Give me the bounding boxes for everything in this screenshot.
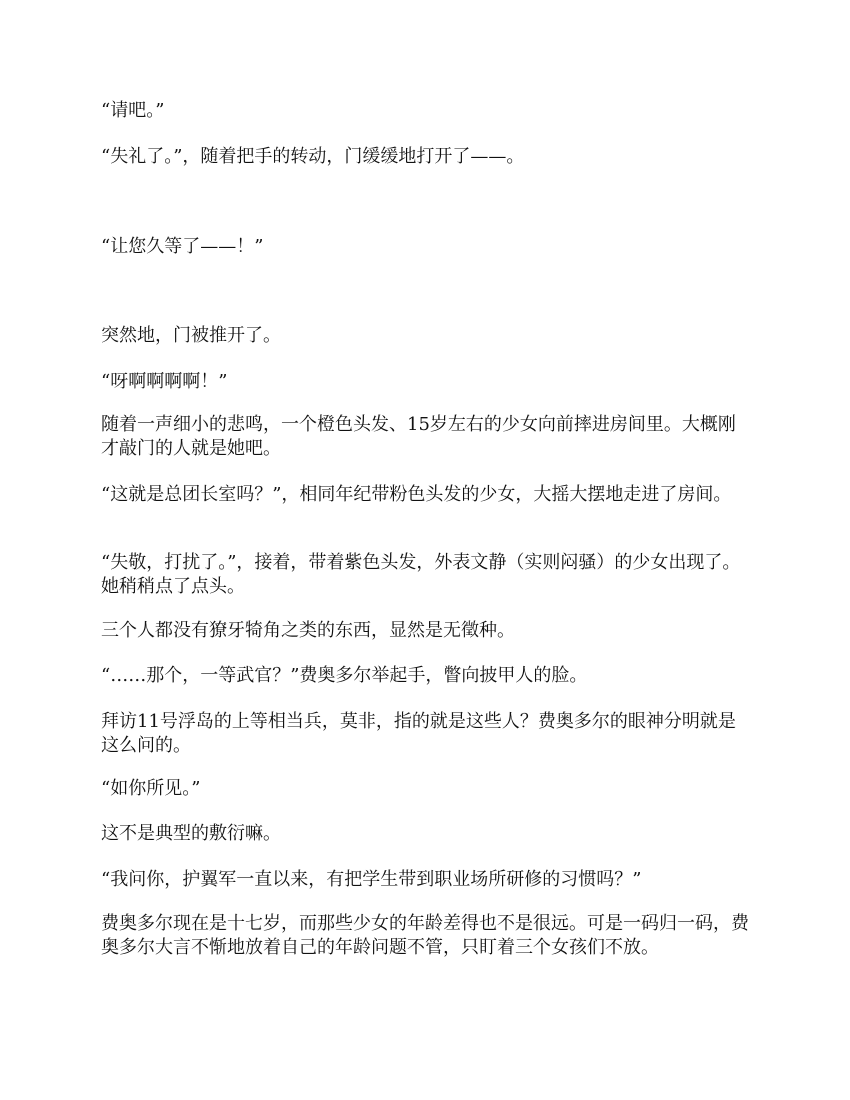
paragraph-10: “……那个，一等武官？”费奥多尔举起手，瞥向披甲人的脸。 [101, 665, 588, 686]
paragraph-13: 这不是典型的敷衍嘛。 [101, 823, 281, 844]
paragraph-15: 费奥多尔现在是十七岁，而那些少女的年龄差得也不是很远。可是一码归一码，费奥多尔大言不惭地放着自己的年龄问题不管，只盯着三个女孩们不放。 [101, 913, 749, 958]
paragraph-7: “这就是总团长室吗？”，相同年纪带粉色头发的少女，大摇大摆地走进了房间。 [101, 484, 732, 505]
paragraph-9: 三个人都没有獠牙犄角之类的东西，显然是无徵种。 [101, 620, 515, 641]
paragraph-3: “让您久等了——！” [101, 236, 264, 257]
paragraph-8: “失敬，打扰了。”，接着，带着紫色头发，外表文静（实则闷骚）的少女出现了。她稍稍点了点头。 [101, 552, 741, 597]
paragraph-5: “呀啊啊啊啊！” [101, 371, 228, 392]
paragraph-12: “如你所见。” [101, 778, 201, 799]
paragraph-11: 拜访11号浮岛的上等相当兵，莫非，指的就是这些人？费奥多尔的眼神分明就是这么问的。 [101, 711, 736, 756]
paragraph-2: “失礼了。”，随着把手的转动，门缓缓地打开了——。 [101, 146, 525, 167]
paragraph-1: “请吧。” [101, 100, 165, 121]
paragraph-14: “我问你，护翼军一直以来，有把学生带到职业场所研修的习惯吗？” [101, 869, 642, 890]
paragraph-6: 随着一声细小的悲鸣，一个橙色头发、15岁左右的少女向前摔进房间里。大概刚才敲门的人就是她吧。 [101, 414, 736, 459]
paragraph-4: 突然地，门被推开了。 [101, 325, 281, 346]
